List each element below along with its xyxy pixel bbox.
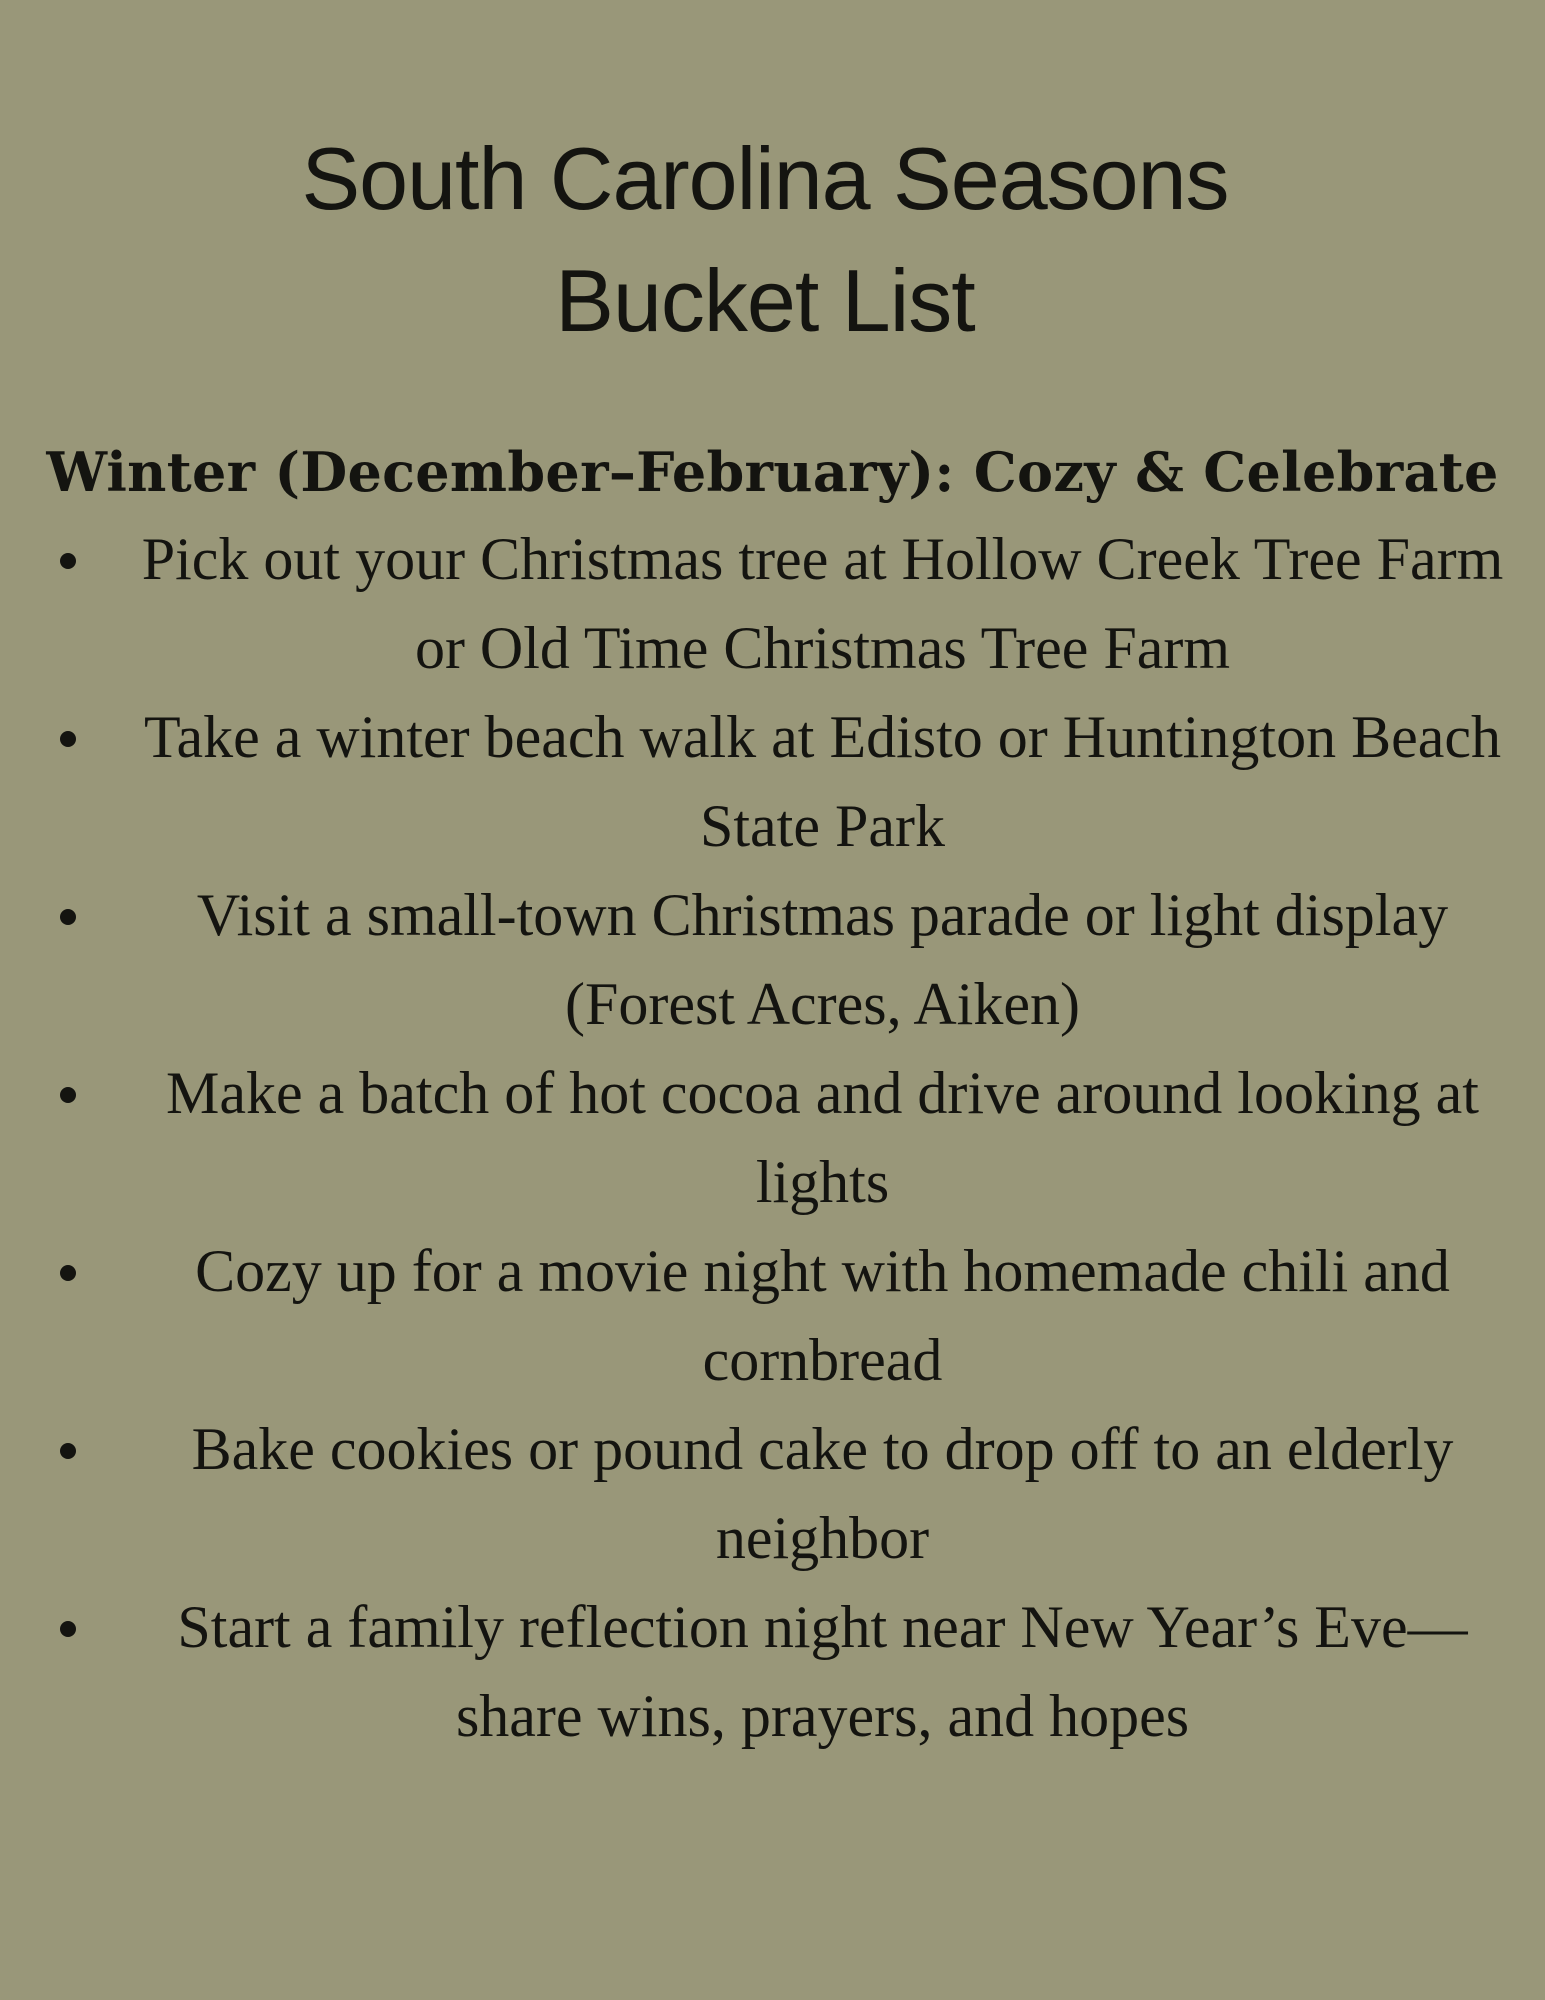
bullet-icon (60, 553, 76, 569)
list-item-text: Visit a small-town Christmas parade or light display (Forest Acres, Aiken) (196, 882, 1449, 1037)
winter-section-heading: Winter (December–February): Cozy & Celebrate (46, 440, 1499, 504)
page-title-line-1: South Carolina Seasons (301, 129, 1229, 228)
bullet-icon (60, 1265, 76, 1281)
list-item-text: Cozy up for a movie night with homemade chili and cornbread (195, 1238, 1450, 1393)
winter-bucket-list (0, 515, 1545, 1761)
bullet-icon (60, 909, 76, 925)
list-item (0, 1049, 1545, 1227)
bullet-icon (60, 1087, 76, 1103)
bullet-icon (60, 731, 76, 747)
bullet-icon (60, 1621, 76, 1637)
list-item-text: Take a winter beach walk at Edisto or Huntington Beach State Park (143, 704, 1502, 859)
list-item (0, 515, 1545, 693)
list-item-text: Make a batch of hot cocoa and drive around looking at lights (166, 1060, 1479, 1215)
list-item (0, 1405, 1545, 1583)
list-item-text: Pick out your Christmas tree at Hollow Creek Tree Farm or Old Time Christmas Tree Farm (141, 526, 1504, 681)
page-title (0, 118, 1530, 362)
list-item-text: Bake cookies or pound cake to drop off to an elderly neighbor (191, 1416, 1454, 1571)
list-item (0, 1227, 1545, 1405)
bullet-icon (60, 1443, 76, 1459)
list-item (0, 693, 1545, 871)
list-item (0, 1583, 1545, 1761)
list-item (0, 871, 1545, 1049)
list-item-text: Start a family reflection night near New Year’s Eve—share wins, prayers, and hopes (177, 1594, 1468, 1749)
page-title-line-2: Bucket List (555, 251, 975, 350)
